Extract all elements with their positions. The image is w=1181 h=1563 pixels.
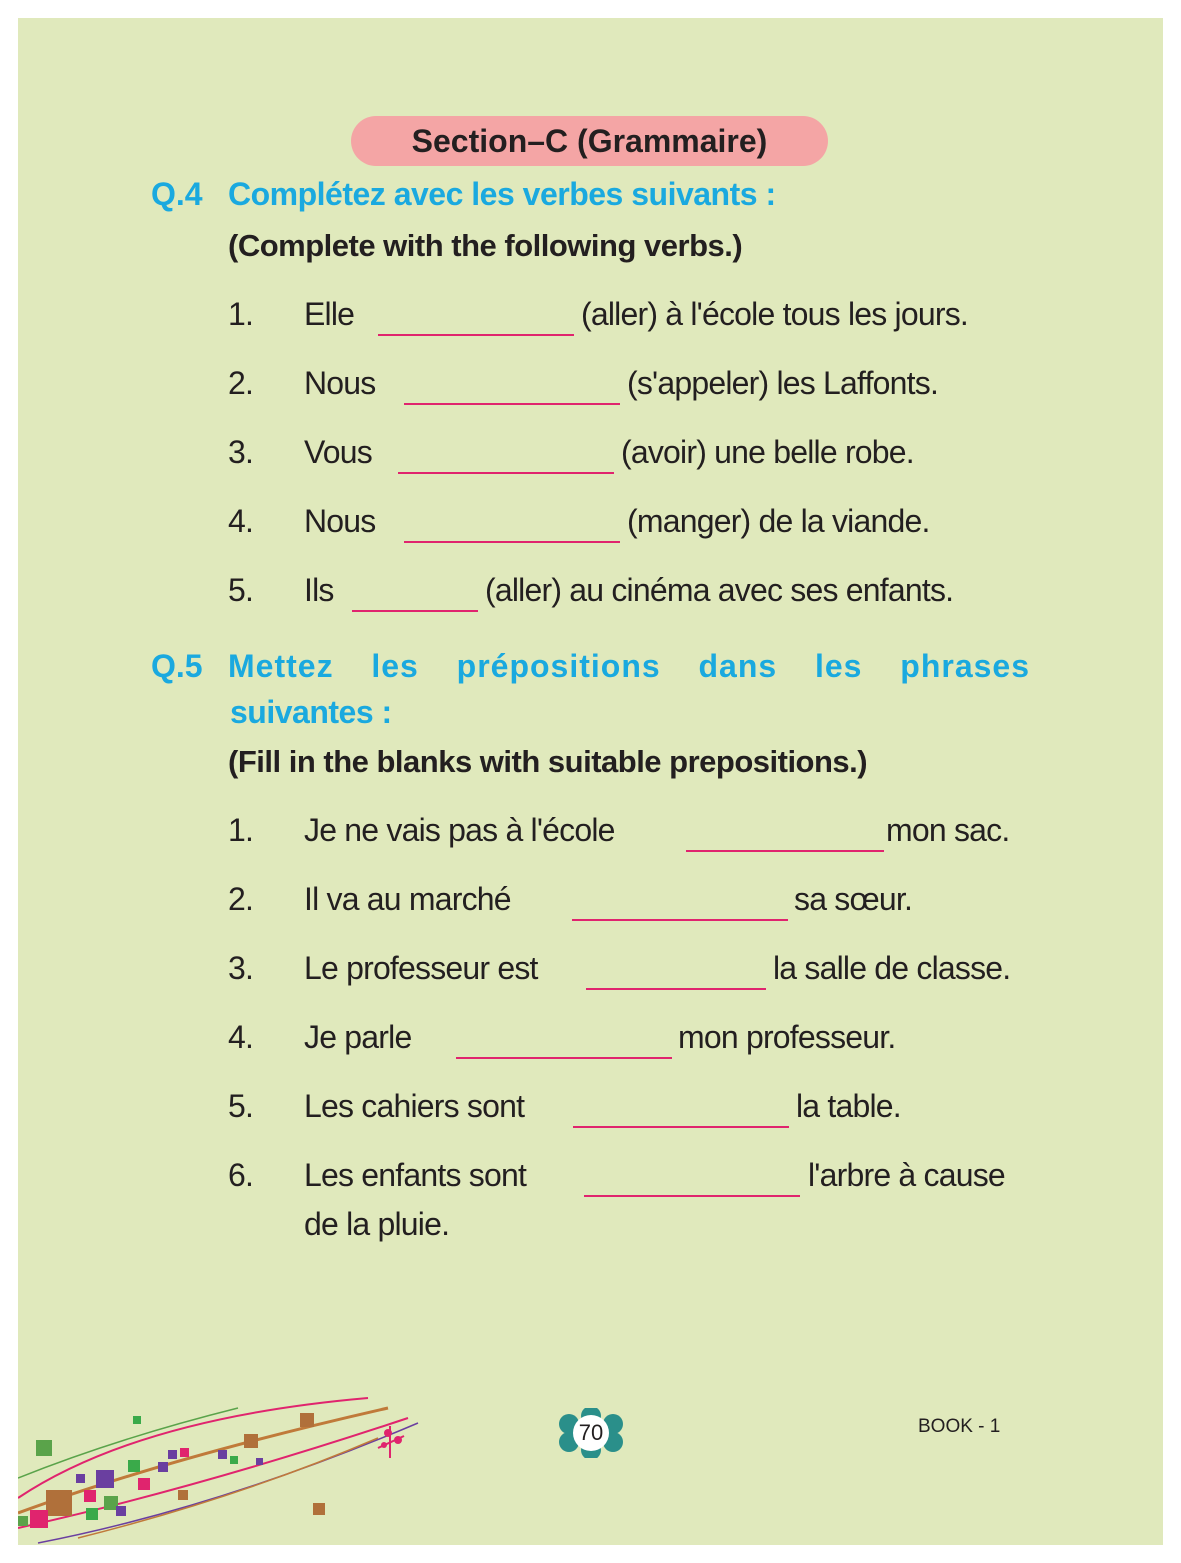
- q5-item-6: [228, 1157, 1048, 1201]
- item-text-after: l'arbre à cause: [808, 1157, 1005, 1193]
- answer-blank[interactable]: [573, 1126, 789, 1128]
- item-text-before: Ils: [304, 572, 334, 608]
- answer-blank[interactable]: [398, 472, 614, 474]
- item-text-before: Vous: [304, 434, 372, 470]
- item-number: 4.: [228, 503, 254, 539]
- item-number: 4.: [228, 1019, 254, 1055]
- answer-blank[interactable]: [584, 1195, 800, 1197]
- item-number: 1.: [228, 812, 254, 848]
- answer-blank[interactable]: [378, 334, 574, 336]
- answer-blank[interactable]: [586, 988, 766, 990]
- item-text-after: sa sœur.: [794, 881, 913, 917]
- page-number: 70: [578, 1420, 604, 1445]
- item-text-before: Il va au marché: [304, 881, 511, 917]
- item-text-before: Nous: [304, 365, 376, 401]
- item-number: 3.: [228, 434, 254, 470]
- book-label: BOOK - 1: [918, 1416, 1001, 1437]
- item-number: 2.: [228, 365, 254, 401]
- item-number: 6.: [228, 1157, 254, 1193]
- q4-item-3: [228, 434, 1048, 478]
- answer-blank[interactable]: [404, 541, 620, 543]
- q4-subtitle: (Complete with the following verbs.): [228, 228, 743, 263]
- q5-item-3: [228, 950, 1048, 994]
- answer-blank[interactable]: [352, 610, 478, 612]
- item-text-before: Les cahiers sont: [304, 1088, 525, 1124]
- q5-item-2: [228, 881, 1048, 925]
- answer-blank[interactable]: [456, 1057, 672, 1059]
- q4-item-4: [228, 503, 1048, 547]
- item-number: 5.: [228, 1088, 254, 1124]
- item-text-before: Nous: [304, 503, 376, 539]
- q5-subtitle: (Fill in the blanks with suitable prepositions.): [228, 744, 868, 779]
- page-number-badge: [556, 1408, 626, 1458]
- item-text-before: Les enfants sont: [304, 1157, 527, 1193]
- answer-blank[interactable]: [404, 403, 620, 405]
- item-text-after: la salle de classe.: [773, 950, 1011, 986]
- decorative-swirl-icon: [18, 1378, 438, 1548]
- q5-title-line1: Mettez les prépositions dans les phrases: [228, 648, 1030, 684]
- worksheet-page: [18, 18, 1163, 1545]
- q5-number: Q.5: [151, 648, 203, 684]
- item-text-before: Je parle: [304, 1019, 412, 1055]
- q4-item-1: [228, 296, 1048, 340]
- item-text-after: (avoir) une belle robe.: [621, 434, 914, 470]
- item-text-after: la table.: [796, 1088, 901, 1124]
- answer-blank[interactable]: [686, 850, 884, 852]
- item-number: 1.: [228, 296, 254, 332]
- item-text-before: Je ne vais pas à l'école: [304, 812, 615, 848]
- item-text-after: mon sac.: [886, 812, 1010, 848]
- q5-item-5: [228, 1088, 1048, 1132]
- item-text-after: (aller) à l'école tous les jours.: [581, 296, 968, 332]
- q4-title: Complétez avec les verbes suivants :: [228, 176, 776, 212]
- q5-item-6-continuation: de la pluie.: [304, 1206, 450, 1242]
- section-title: Section–C (Grammaire): [351, 116, 828, 166]
- item-number: 2.: [228, 881, 254, 917]
- q5-title-line2: suivantes :: [230, 694, 392, 730]
- item-text-before: Elle: [304, 296, 355, 332]
- item-text-before: Le professeur est: [304, 950, 538, 986]
- item-text-after: (aller) au cinéma avec ses enfants.: [485, 572, 954, 608]
- q4-item-5: [228, 572, 1048, 616]
- item-number: 3.: [228, 950, 254, 986]
- q5-item-4: [228, 1019, 1048, 1063]
- answer-blank[interactable]: [572, 919, 788, 921]
- q5-item-1: [228, 812, 1048, 856]
- item-text-after: (manger) de la viande.: [627, 503, 930, 539]
- q4-number: Q.4: [151, 176, 203, 212]
- item-text-after: (s'appeler) les Laffonts.: [627, 365, 939, 401]
- item-number: 5.: [228, 572, 254, 608]
- q4-item-2: [228, 365, 1048, 409]
- item-text-after: mon professeur.: [678, 1019, 896, 1055]
